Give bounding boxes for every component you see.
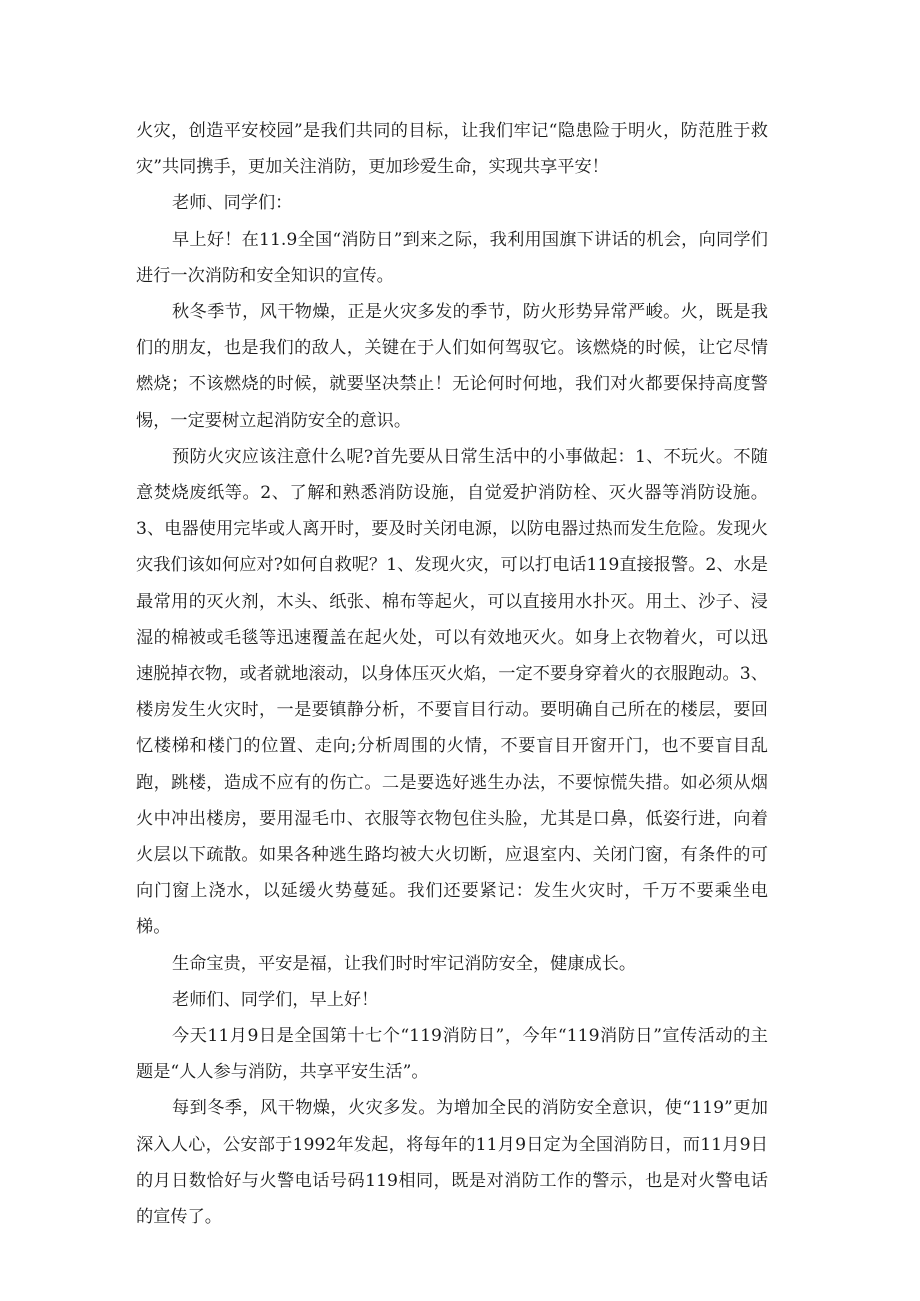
document-body xyxy=(136,113,768,1235)
paragraph-second-salutation: 老师们、同学们，早上好！ xyxy=(172,989,379,1010)
paragraph-fire-day-theme: 今天11月9日是全国第十七个“119消防日”，今年“119消防日”宣传活动的主题是“人人参与消防，共享平安生活”。 xyxy=(136,1026,768,1083)
paragraph-fire-prevention: 预防火灾应该注意什么呢?首先要从日常生活中的小事做起：1、不玩火。不随意焚烧废纸等。2、了解和熟悉消防设施，自觉爱护消防栓、灭火器等消防设施。3、电器使用完毕或人离开时，要及时关闭电源，以防电器过热而发生危险。发现火灾我们该如何应对?如何自救呢？1、发现火灾，可以打电话119直接报警。2、水是最常用的灭火剂，木头、纸张、棉布等起火，可以直接用水扑灭。用土、沙子、浸湿的棉被或毛毯等迅速覆盖在起火处，可以有效地灭火。如身上衣物着火，可以迅速脱掉衣物，或者就地滚动，以身体压灭火焰，一定不要身穿着火的衣服跑动。3、楼房发生火灾时，一是要镇静分析，不要盲目行动。要明确自己所在的楼层，要回忆楼梯和楼门的位置、走向;分析周围的火情，不要盲目开窗开门，也不要盲目乱跑，跳楼，造成不应有的伤亡。二是要选好逃生办法，不要惊慌失措。如必须从烟火中冲出楼房，要用湿毛巾、衣服等衣物包住头脸，尤其是口鼻，低姿行进，向着火层以下疏散。如果各种逃生路均被大火切断，应退室内、关闭门窗，有条件的可向门窗上浇水，以延缓火势蔓延。我们还要紧记：发生火灾时，千万不要乘坐电梯。 xyxy=(136,446,768,938)
paragraph-salutation: 老师、同学们： xyxy=(172,193,293,214)
paragraph-fire-day-origin: 每到冬季，风干物燥，火灾多发。为增加全民的消防安全意识，使“119”更加深入人心，公安部于1992年发起，将每年的11月9日定为全国消防日，而11月9日的月日数恰好与火警电话号码119相同，既是对消防工作的警示，也是对火警电话的宣传了。 xyxy=(136,1098,768,1228)
paragraph-greeting: 早上好！在11.9全国“消防日”到来之际，我利用国旗下讲话的机会，向同学们进行一次消防和安全知识的宣传。 xyxy=(136,229,768,286)
paragraph-closing-fragment: 火灾，创造平安校园”是我们共同的目标，让我们牢记“隐患险于明火，防范胜于救灾”共同携手，更加关注消防，更加珍爱生命，实现共享平安！ xyxy=(136,121,768,178)
paragraph-life-precious: 生命宝贵，平安是福，让我们时时牢记消防安全，健康成长。 xyxy=(172,953,637,974)
paragraph-autumn-winter: 秋冬季节，风干物燥，正是火灾多发的季节，防火形势异常严峻。火，既是我们的朋友，也是我们的敌人，关键在于人们如何驾驭它。该燃烧的时候，让它尽情燃烧；不该燃烧的时候，就要坚决禁止！无论何时何地，我们对火都要保持高度警惕，一定要树立起消防安全的意识。 xyxy=(136,302,768,431)
